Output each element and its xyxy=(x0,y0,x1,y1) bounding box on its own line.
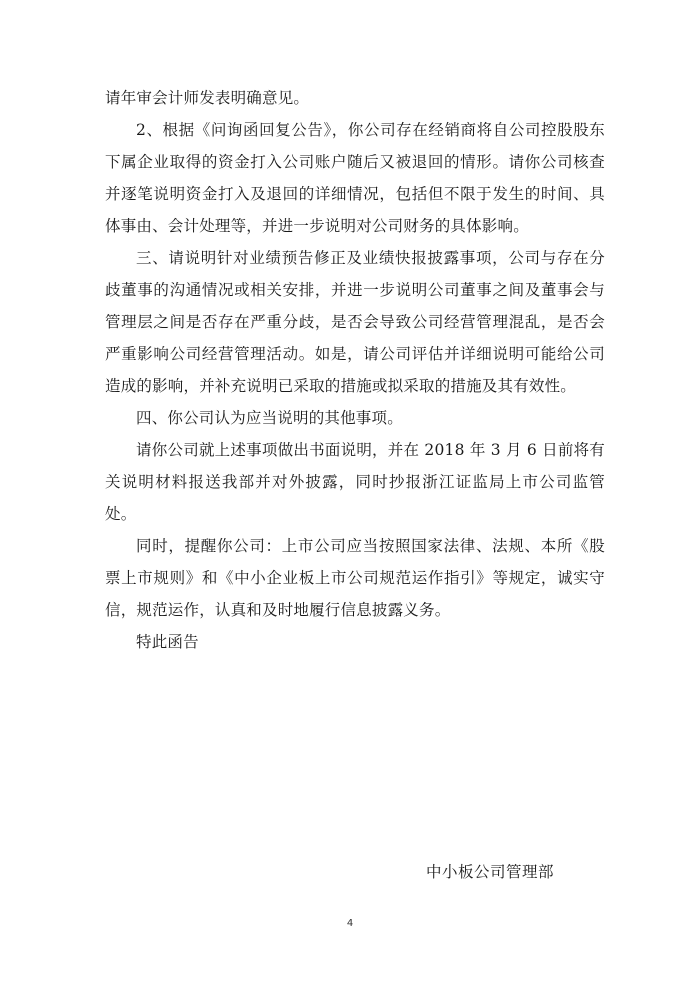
letter-body xyxy=(105,82,605,658)
paragraph-deadline: 请你公司就上述事项做出书面说明，并在 2018 年 3 月 6 日前将有关说明材料报送我部并对外披露，同时抄报浙江证监局上市公司监管处。 xyxy=(105,441,605,523)
page-number: 4 xyxy=(346,918,354,929)
paragraph-item-3: 三、请说明针对业绩预告修正及业绩快报披露事项，公司与存在分歧董事的沟通情况或相关安排，并进一步说明公司董事之间及董事会与管理层之间是否存在严重分歧，是否会导致公司经营管理混乱，是否会严重影响公司经营管理活动。如是，请公司评估并详细说明可能给公司造成的影响，并补充说明已采取的措施或拟采取的措施及其有效性。 xyxy=(105,249,605,395)
signature-department: 中小板公司管理部 xyxy=(426,863,555,881)
paragraph-reminder: 同时，提醒你公司：上市公司应当按照国家法律、法规、本所《股票上市规则》和《中小企业板上市公司规范运作指引》等规定，诚实守信，规范运作，认真和及时地履行信息披露义务。 xyxy=(105,537,605,619)
paragraph-closing: 特此函告 xyxy=(136,633,199,651)
paragraph-item-2: 2、根据《问询函回复公告》，你公司存在经销商将自公司控股股东下属企业取得的资金打入公司账户随后又被退回的情形。请你公司核查并逐笔说明资金打入及退回的详细情况，包括但不限于发生的时间、具体事由、会计处理等，并进一步说明对公司财务的具体影响。 xyxy=(105,121,605,235)
paragraph-auditor-opinion: 请年审会计师发表明确意见。 xyxy=(105,89,310,107)
paragraph-item-4: 四、你公司认为应当说明的其他事项。 xyxy=(136,409,403,427)
